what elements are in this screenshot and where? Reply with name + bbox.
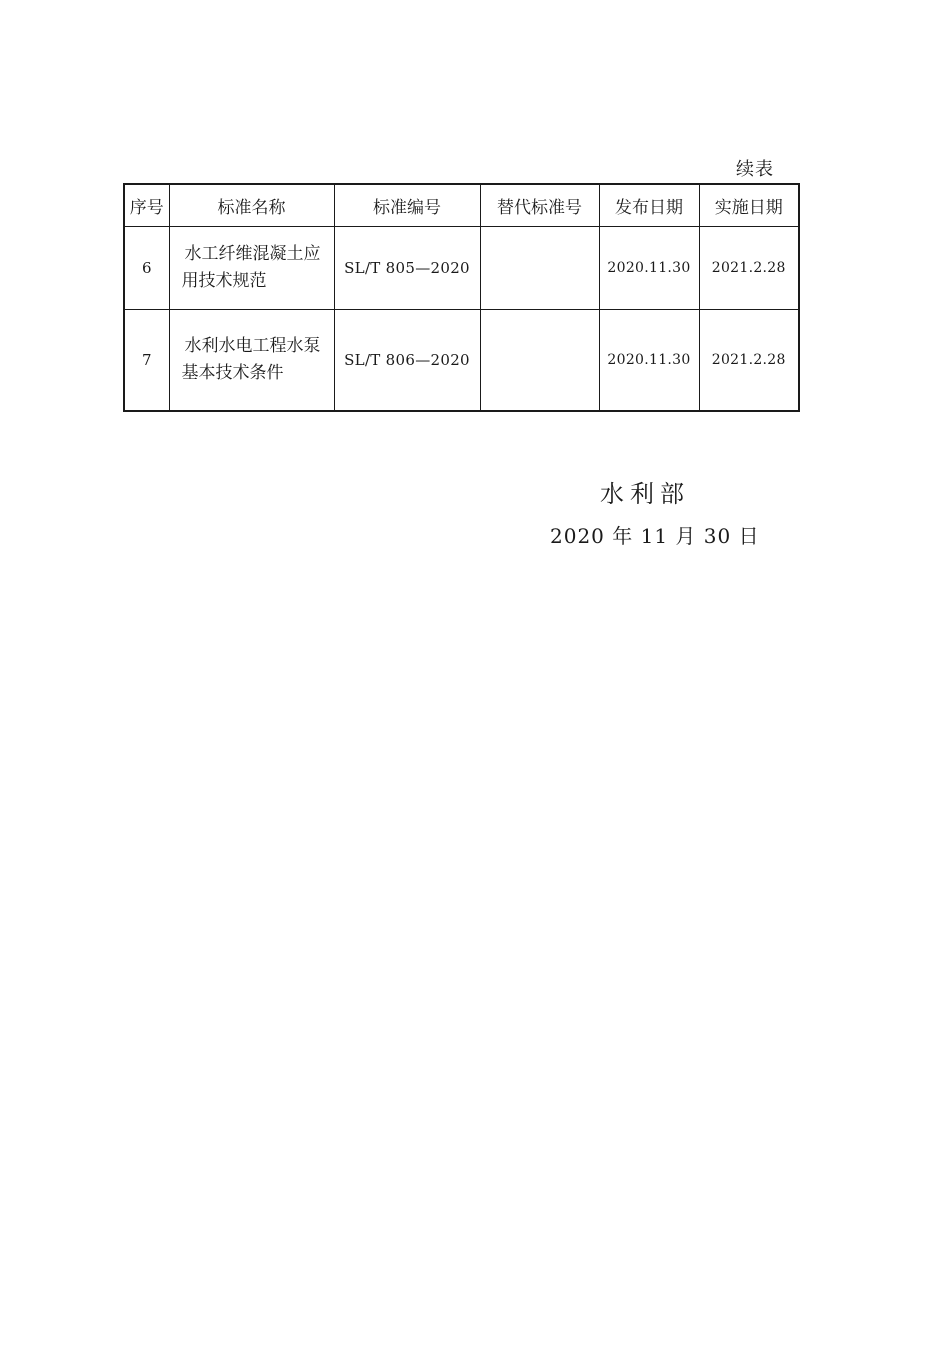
header-seq: 序号 <box>124 184 169 227</box>
header-effective-date: 实施日期 <box>699 184 799 227</box>
cell-standard-code: SL/T 806—2020 <box>334 310 480 412</box>
issue-date: 2020 年 11 月 30 日 <box>550 524 760 548</box>
cell-effective-date: 2021.2.28 <box>699 227 799 310</box>
cell-standard-code: SL/T 805—2020 <box>334 227 480 310</box>
table-row <box>124 310 799 412</box>
cell-replaced-code <box>480 227 599 310</box>
table-header-row <box>124 184 799 227</box>
cell-standard-name: 水利水电工程水泵基本技术条件 <box>169 310 334 412</box>
continued-table-label: 续表 <box>736 159 774 180</box>
cell-effective-date: 2021.2.28 <box>699 310 799 412</box>
header-publish-date: 发布日期 <box>599 184 699 227</box>
standards-table <box>123 183 800 412</box>
issuing-organization: 水利部 <box>600 480 690 508</box>
cell-replaced-code <box>480 310 599 412</box>
cell-standard-name: 水工纤维混凝土应用技术规范 <box>169 227 334 310</box>
cell-publish-date: 2020.11.30 <box>599 227 699 310</box>
cell-seq: 7 <box>124 310 169 412</box>
table-row <box>124 227 799 310</box>
header-standard-code: 标准编号 <box>334 184 480 227</box>
cell-seq: 6 <box>124 227 169 310</box>
header-replaced-code: 替代标准号 <box>480 184 599 227</box>
cell-publish-date: 2020.11.30 <box>599 310 699 412</box>
header-standard-name: 标准名称 <box>169 184 334 227</box>
